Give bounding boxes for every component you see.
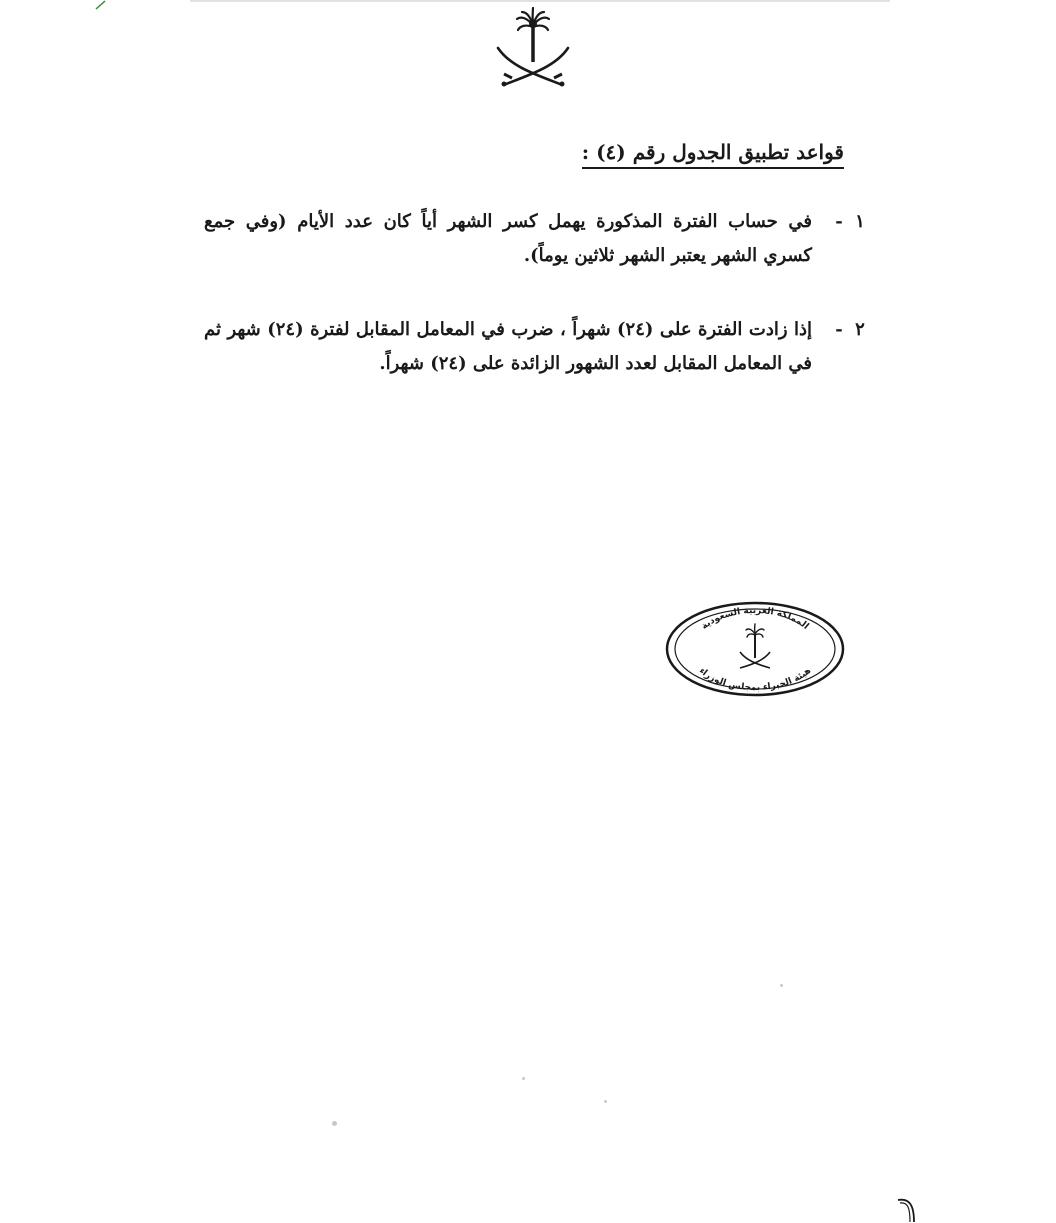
rule-item-1 bbox=[204, 205, 865, 273]
rule-item-2 bbox=[204, 313, 865, 381]
seal-text-top: المملكة العربية السعودية bbox=[699, 605, 811, 632]
rule-item-number: ١ bbox=[855, 211, 865, 232]
rule-item-text: إذا زادت الفترة على (٢٤) شهراً ، ضرب في المعامل المقابل لفترة (٢٤) شهر ثم في المعامل المقابل لعدد الشهور الزائدة على (٢٤) شهراً. bbox=[204, 319, 813, 374]
corner-mark-icon bbox=[95, 0, 107, 10]
rule-item-dash: - bbox=[835, 211, 843, 232]
scan-speck bbox=[332, 1121, 337, 1126]
seal-text-bottom: هيئة الخبراء بمجلس الوزراء bbox=[696, 665, 814, 694]
scan-speck bbox=[522, 1077, 525, 1080]
rule-item-number: ٢ bbox=[855, 319, 865, 340]
saudi-emblem-icon bbox=[488, 4, 578, 90]
rule-item-text: في حساب الفترة المذكورة يهمل كسر الشهر أياً كان عدد الأيام (وفي جمع كسري الشهر يعتبر الشهر ثلاثين يوماً). bbox=[204, 211, 812, 266]
scan-speck bbox=[780, 984, 783, 987]
official-seal-icon bbox=[664, 600, 846, 698]
corner-bracket-mark-icon bbox=[896, 1196, 918, 1223]
scan-speck bbox=[604, 1100, 607, 1103]
document-heading: قواعد تطبيق الجدول رقم (٤) : bbox=[582, 140, 844, 169]
top-border-line bbox=[190, 0, 890, 2]
rule-item-dash: - bbox=[835, 319, 843, 340]
